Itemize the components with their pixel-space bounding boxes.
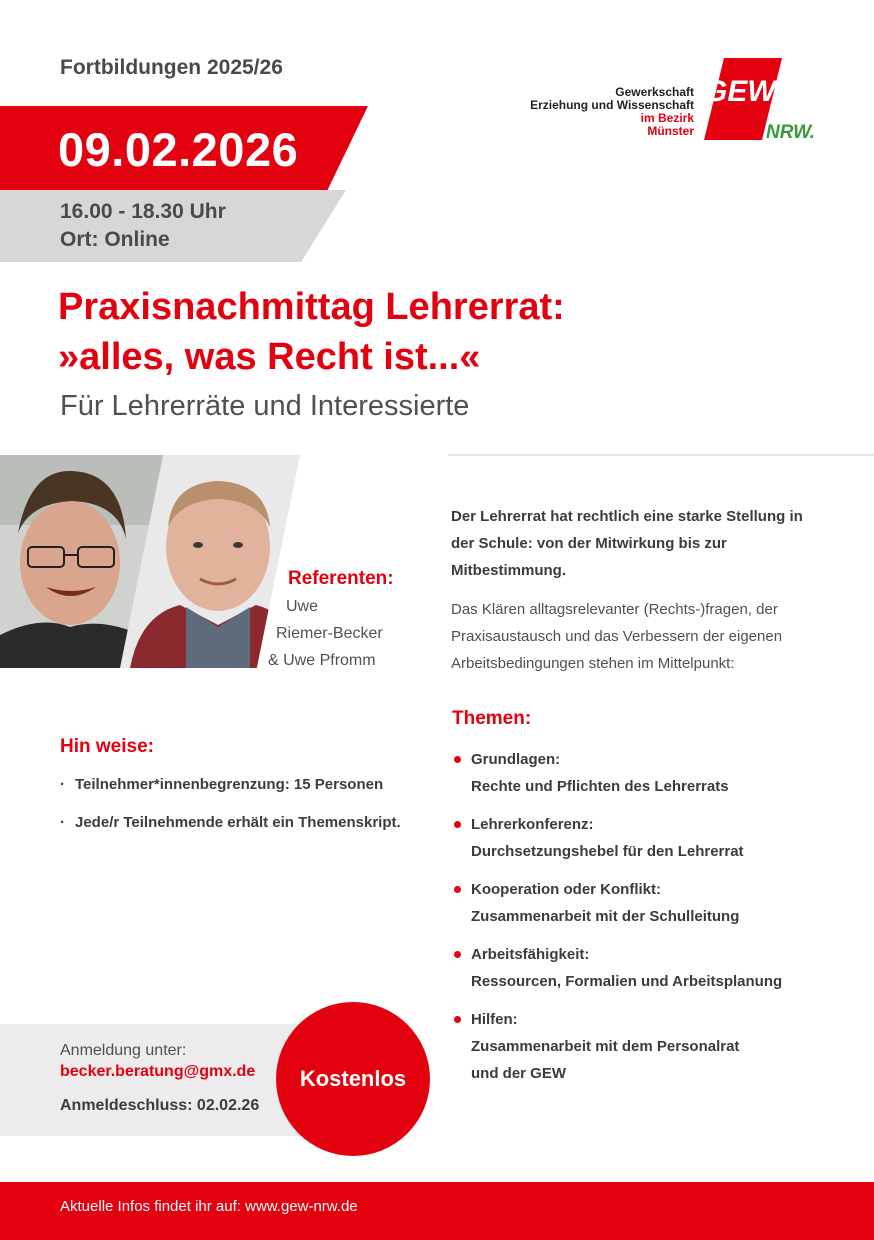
themes-heading: Themen: <box>452 708 532 729</box>
theme-text: und der GEW <box>471 1065 566 1082</box>
free-badge <box>276 1002 430 1156</box>
registration-deadline: Anmeldeschluss: 02.02.26 <box>60 1097 260 1114</box>
speakers-heading: Referenten: <box>288 568 394 589</box>
speaker-name-line-1: Uwe <box>286 598 319 615</box>
theme-text: Zusammenarbeit mit dem Personalrat <box>471 1038 740 1055</box>
logo-line-1: Gewerkschaft <box>615 85 694 99</box>
divider <box>448 454 874 456</box>
list-item <box>454 1006 854 1087</box>
theme-text: Rechte und Pflichten des Lehrerrats <box>471 778 729 795</box>
logo-caption <box>528 86 694 138</box>
list-item <box>454 811 854 865</box>
theme-title: Hilfen: <box>471 1011 518 1028</box>
title-line-2: »alles, was Recht ist...« <box>58 336 481 378</box>
intro-text: Der Lehrerrat hat rechtlich eine starke Stellung in der Schule: von der Mitwirkung bis zur Mitbestimmung. <box>451 508 803 579</box>
theme-text: Zusammenarbeit mit der Schulleitung <box>471 908 740 925</box>
hints-heading: Hin weise: <box>60 736 154 757</box>
series-label: Fortbildungen 2025/26 <box>60 56 283 79</box>
registration-label: Anmeldung unter: <box>60 1042 187 1059</box>
list-item <box>454 941 854 995</box>
theme-title: Kooperation oder Konflikt: <box>471 881 661 898</box>
event-place: Ort: Online <box>60 228 170 251</box>
subtitle: Für Lehrerräte und Interessierte <box>60 390 470 422</box>
registration-email-link[interactable]: becker.beratung@gmx.de <box>60 1063 256 1080</box>
event-time: 16.00 - 18.30 Uhr <box>60 200 226 223</box>
logo-line-3: im Bezirk <box>640 111 694 125</box>
free-badge-label: Kostenlos <box>299 1066 407 1091</box>
list-item <box>454 746 854 800</box>
theme-title: Lehrerkonferenz: <box>471 816 594 833</box>
logo-region-text: NRW. <box>766 122 815 143</box>
hint-item: · Teilnehmer*innenbegrenzung: 15 Personen <box>60 776 383 793</box>
speaker-name-line-2: Riemer-Becker <box>276 625 383 642</box>
logo-line-4: Münster <box>647 124 694 138</box>
theme-title: Grundlagen: <box>471 751 561 768</box>
speaker-name-line-3: & Uwe Pfromm <box>268 652 376 669</box>
theme-text: Durchsetzungshebel für den Lehrerrat <box>471 843 744 860</box>
body-text: Das Klären alltagsrelevanter (Rechts-)fragen, der Praxisaustausch und das Verbessern der eigenen Arbeitsbedingungen stehen im Mittelpunkt: <box>451 601 783 672</box>
list-item <box>454 876 854 930</box>
title-line-1: Praxisnachmittag Lehrerrat: <box>58 286 565 328</box>
event-date: 09.02.2026 <box>58 123 299 176</box>
logo-mark-text: GEW <box>704 75 776 108</box>
hint-item: · Jede/r Teilnehmende erhält ein Themenskript. <box>60 814 401 831</box>
theme-title: Arbeitsfähigkeit: <box>471 946 590 963</box>
themes-list <box>454 746 854 1098</box>
logo-line-2: Erziehung und Wissenschaft <box>530 98 694 112</box>
theme-text: Ressourcen, Formalien und Arbeitsplanung <box>471 973 783 990</box>
footer-text[interactable]: Aktuelle Infos findet ihr auf: www.gew-nrw.de <box>60 1198 358 1215</box>
gew-logo-icon <box>698 56 822 144</box>
